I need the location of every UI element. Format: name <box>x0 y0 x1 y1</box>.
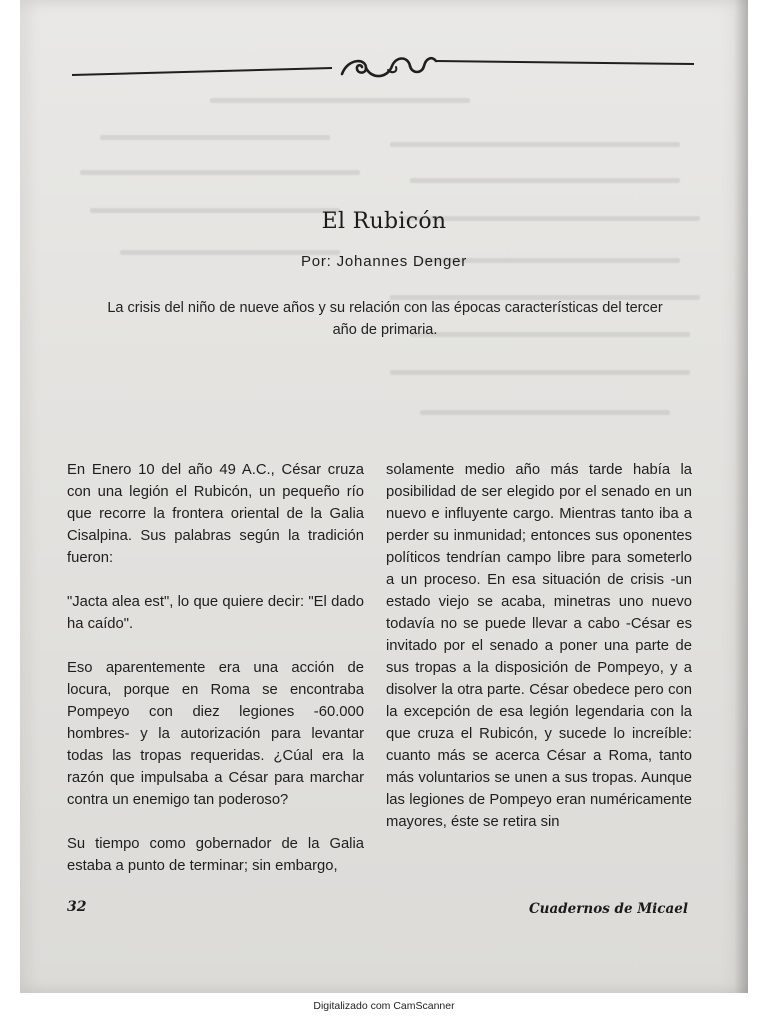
paragraph: Eso aparentemente era una acción de locura, porque en Roma se encontraba Pompeyo con diez legiones -60.000 hombres- y la autorización para levantar todas las tropas requeridas. ¿Cúal era la razón que impulsaba a César para marchar contra un enemigo tan poderoso? <box>67 660 364 808</box>
page-number: 32 <box>67 899 87 915</box>
publication-name: Cuadernos de Micael <box>528 901 688 917</box>
paragraph: "Jacta alea est", lo que quiere decir: "El dado ha caído". <box>67 594 364 632</box>
paragraph: Su tiempo como gobernador de la Galia estaba a punto de terminar; sin embargo, <box>67 836 364 874</box>
article-subtitle: La crisis del niño de nueve años y su relación con las épocas características del tercer año de primaria. <box>107 300 663 338</box>
paragraph: solamente medio año más tarde había la posibilidad de ser elegido por el senado en un nuevo e influyente cargo. Mientras tanto iba a perder su inmunidad; entonces sus oponentes políticos tendrían campo libre para someterlo a un proceso. En esa situación de crisis -un estado viejo se acaba, minetras uno nuevo todavía no se puede llevar a cabo -César es invitado por el senado a poner una parte de sus tropas a la disposición de Pompeyo, y a disolver la otra parte. César obedece pero con la excepción de esa legión legendaria con la que cruza el Rubicón, y sucede lo increíble: cuanto más se acerca César a Roma, tanto más voluntarios se unen a sus tropas. Aunque las legiones de Pompeyo eran numéricamente mayores, éste se retira sin <box>386 462 692 830</box>
article-author: Por: Johannes Denger <box>300 253 468 270</box>
wave-scroll-ornament <box>70 44 700 84</box>
bleed-through-texture <box>60 80 720 460</box>
article-title: El Rubicón <box>321 209 447 234</box>
text-column-right <box>386 459 692 833</box>
paragraph: En Enero 10 del año 49 A.C., César cruza con una legión el Rubicón, un pequeño río que recorre la frontera oriental de la Galia Cisalpina. Sus palabras según la tradición fueron: <box>67 462 364 566</box>
page-edge-shadow <box>734 0 748 993</box>
document-page <box>20 0 748 993</box>
text-column-left <box>67 459 364 877</box>
scanner-watermark: Digitalizado com CamScanner <box>313 1000 455 1012</box>
